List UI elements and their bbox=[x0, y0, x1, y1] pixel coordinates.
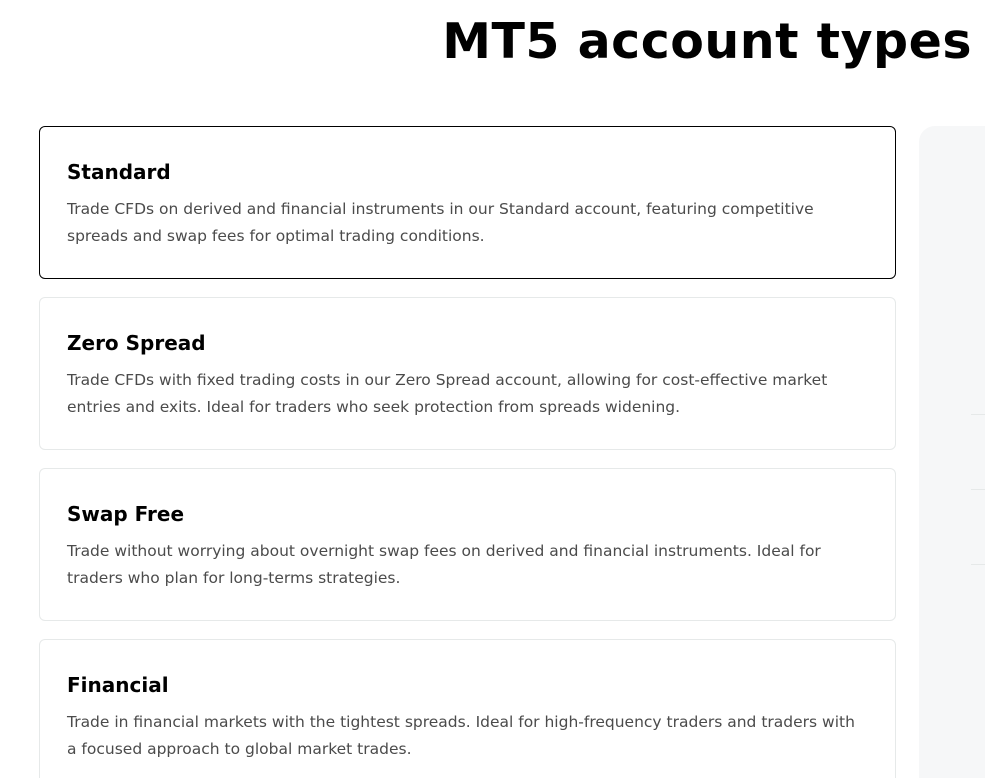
account-card-title: Standard bbox=[67, 160, 171, 184]
account-card-standard[interactable] bbox=[39, 126, 896, 279]
account-card-title: Financial bbox=[67, 673, 169, 697]
account-card-description: Trade CFDs on derived and financial instruments in our Standard account, featuring competitive spreads and swap fees for optimal trading conditions. bbox=[67, 200, 814, 245]
panel-divider bbox=[971, 564, 985, 565]
account-card-description: Trade without worrying about overnight swap fees on derived and financial instruments. Ideal for traders who plan for long-terms strategies. bbox=[67, 542, 821, 587]
account-card-title: Zero Spread bbox=[67, 331, 206, 355]
account-card-description: Trade in financial markets with the tightest spreads. Ideal for high-frequency traders and traders with a focused approach to global market trades. bbox=[67, 713, 855, 758]
account-detail-panel bbox=[919, 126, 985, 778]
account-card-zero-spread[interactable] bbox=[39, 297, 896, 450]
account-card-financial[interactable] bbox=[39, 639, 896, 778]
panel-divider bbox=[971, 489, 985, 490]
page-title: MT5 account types bbox=[442, 13, 972, 70]
account-card-swap-free[interactable] bbox=[39, 468, 896, 621]
account-type-list bbox=[39, 126, 896, 778]
panel-divider bbox=[971, 414, 985, 415]
account-card-title: Swap Free bbox=[67, 502, 185, 526]
account-card-description: Trade CFDs with fixed trading costs in our Zero Spread account, allowing for cost-effective market entries and exits. Ideal for traders who seek protection from spreads widening. bbox=[67, 371, 828, 416]
